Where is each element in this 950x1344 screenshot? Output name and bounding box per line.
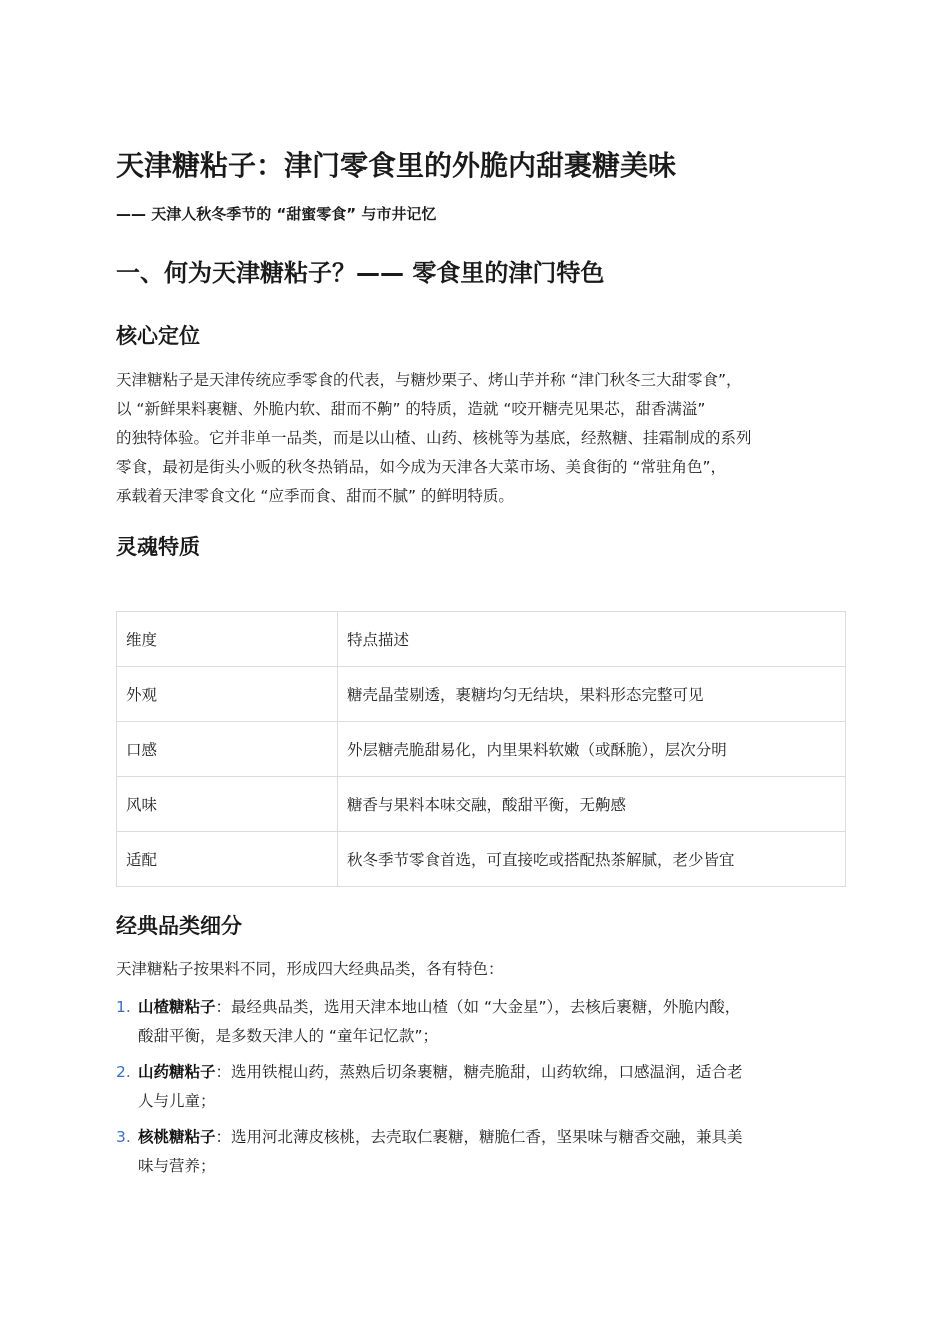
item-text: ：选用河北薄皮核桃，去壳取仁裹糖，糖脆仁香，坚果味与糖香交融，兼具美 xyxy=(215,1128,743,1146)
table-header-row xyxy=(117,612,846,667)
item-name: 核桃糖粘子 xyxy=(138,1128,216,1146)
table-cell: 适配 xyxy=(117,832,338,887)
classics-heading: 经典品类细分 xyxy=(116,914,242,938)
list-number: 1. xyxy=(116,998,131,1016)
core-heading: 核心定位 xyxy=(116,324,200,348)
table-header-cell: 特点描述 xyxy=(338,612,846,667)
item-name: 山药糖粘子 xyxy=(138,1063,216,1081)
item-text: ：最经典品类，选用天津本地山楂（如 “大金星”），去核后裹糖，外脆内酸， xyxy=(215,998,741,1016)
table-row xyxy=(117,832,846,887)
list-number: 2. xyxy=(116,1063,131,1081)
table-cell: 口感 xyxy=(117,722,338,777)
paragraph-line: 天津糖粘子按果料不同，形成四大经典品类，各有特色： xyxy=(116,960,504,978)
classics-intro xyxy=(116,955,846,984)
section-heading: 一、何为天津糖粘子？—— 零食里的津门特色 xyxy=(116,259,605,287)
paragraph-line: 天津糖粘子是天津传统应季零食的代表，与糖炒栗子、烤山芋并称 “津门秋冬三大甜零食”， xyxy=(116,371,742,389)
table-header-cell: 维度 xyxy=(117,612,338,667)
classics-list xyxy=(116,993,846,1188)
list-item xyxy=(116,993,846,1051)
table-row xyxy=(117,777,846,832)
table-cell: 糖壳晶莹剔透，裹糖均匀无结块，果料形态完整可见 xyxy=(338,667,846,722)
list-item xyxy=(116,1058,846,1116)
table-row xyxy=(117,722,846,777)
item-text: 酸甜平衡，是多数天津人的 “童年记忆款”； xyxy=(138,1027,438,1045)
traits-table xyxy=(116,611,846,887)
item-name: 山楂糖粘子 xyxy=(138,998,216,1016)
table-cell: 风味 xyxy=(117,777,338,832)
paragraph-line: 的独特体验。它并非单一品类，而是以山楂、山药、核桃等为基底，经熬糖、挂霜制成的系列 xyxy=(116,429,752,447)
paragraph-line: 承载着天津零食文化 “应季而食、甜而不腻” 的鲜明特质。 xyxy=(116,487,514,505)
core-paragraph xyxy=(116,366,846,511)
paragraph-line: 零食，最初是街头小贩的秋冬热销品，如今成为天津各大菜市场、美食街的 “常驻角色”， xyxy=(116,458,726,476)
soul-heading: 灵魂特质 xyxy=(116,535,200,559)
table-cell: 秋冬季节零食首选，可直接吃或搭配热茶解腻，老少皆宜 xyxy=(338,832,846,887)
item-text: 味与营养； xyxy=(138,1157,216,1175)
item-text: 人与儿童； xyxy=(138,1092,216,1110)
table-cell: 糖香与果料本味交融，酸甜平衡，无齁感 xyxy=(338,777,846,832)
page-title: 天津糖粘子：津门零食里的外脆内甜裹糖美味 xyxy=(116,149,677,182)
list-number: 3. xyxy=(116,1128,131,1146)
table-cell: 外观 xyxy=(117,667,338,722)
item-text: ：选用铁棍山药，蒸熟后切条裹糖，糖壳脆甜，山药软绵，口感温润，适合老 xyxy=(215,1063,743,1081)
page-subtitle: —— 天津人秋冬季节的 “甜蜜零食” 与市井记忆 xyxy=(116,205,437,223)
paragraph-line: 以 “新鲜果料裹糖、外脆内软、甜而不齁” 的特质，造就 “咬开糖壳见果芯，甜香满溢” xyxy=(116,400,706,418)
table-row xyxy=(117,667,846,722)
list-item xyxy=(116,1123,846,1181)
table-cell: 外层糖壳脆甜易化，内里果料软嫩（或酥脆），层次分明 xyxy=(338,722,846,777)
